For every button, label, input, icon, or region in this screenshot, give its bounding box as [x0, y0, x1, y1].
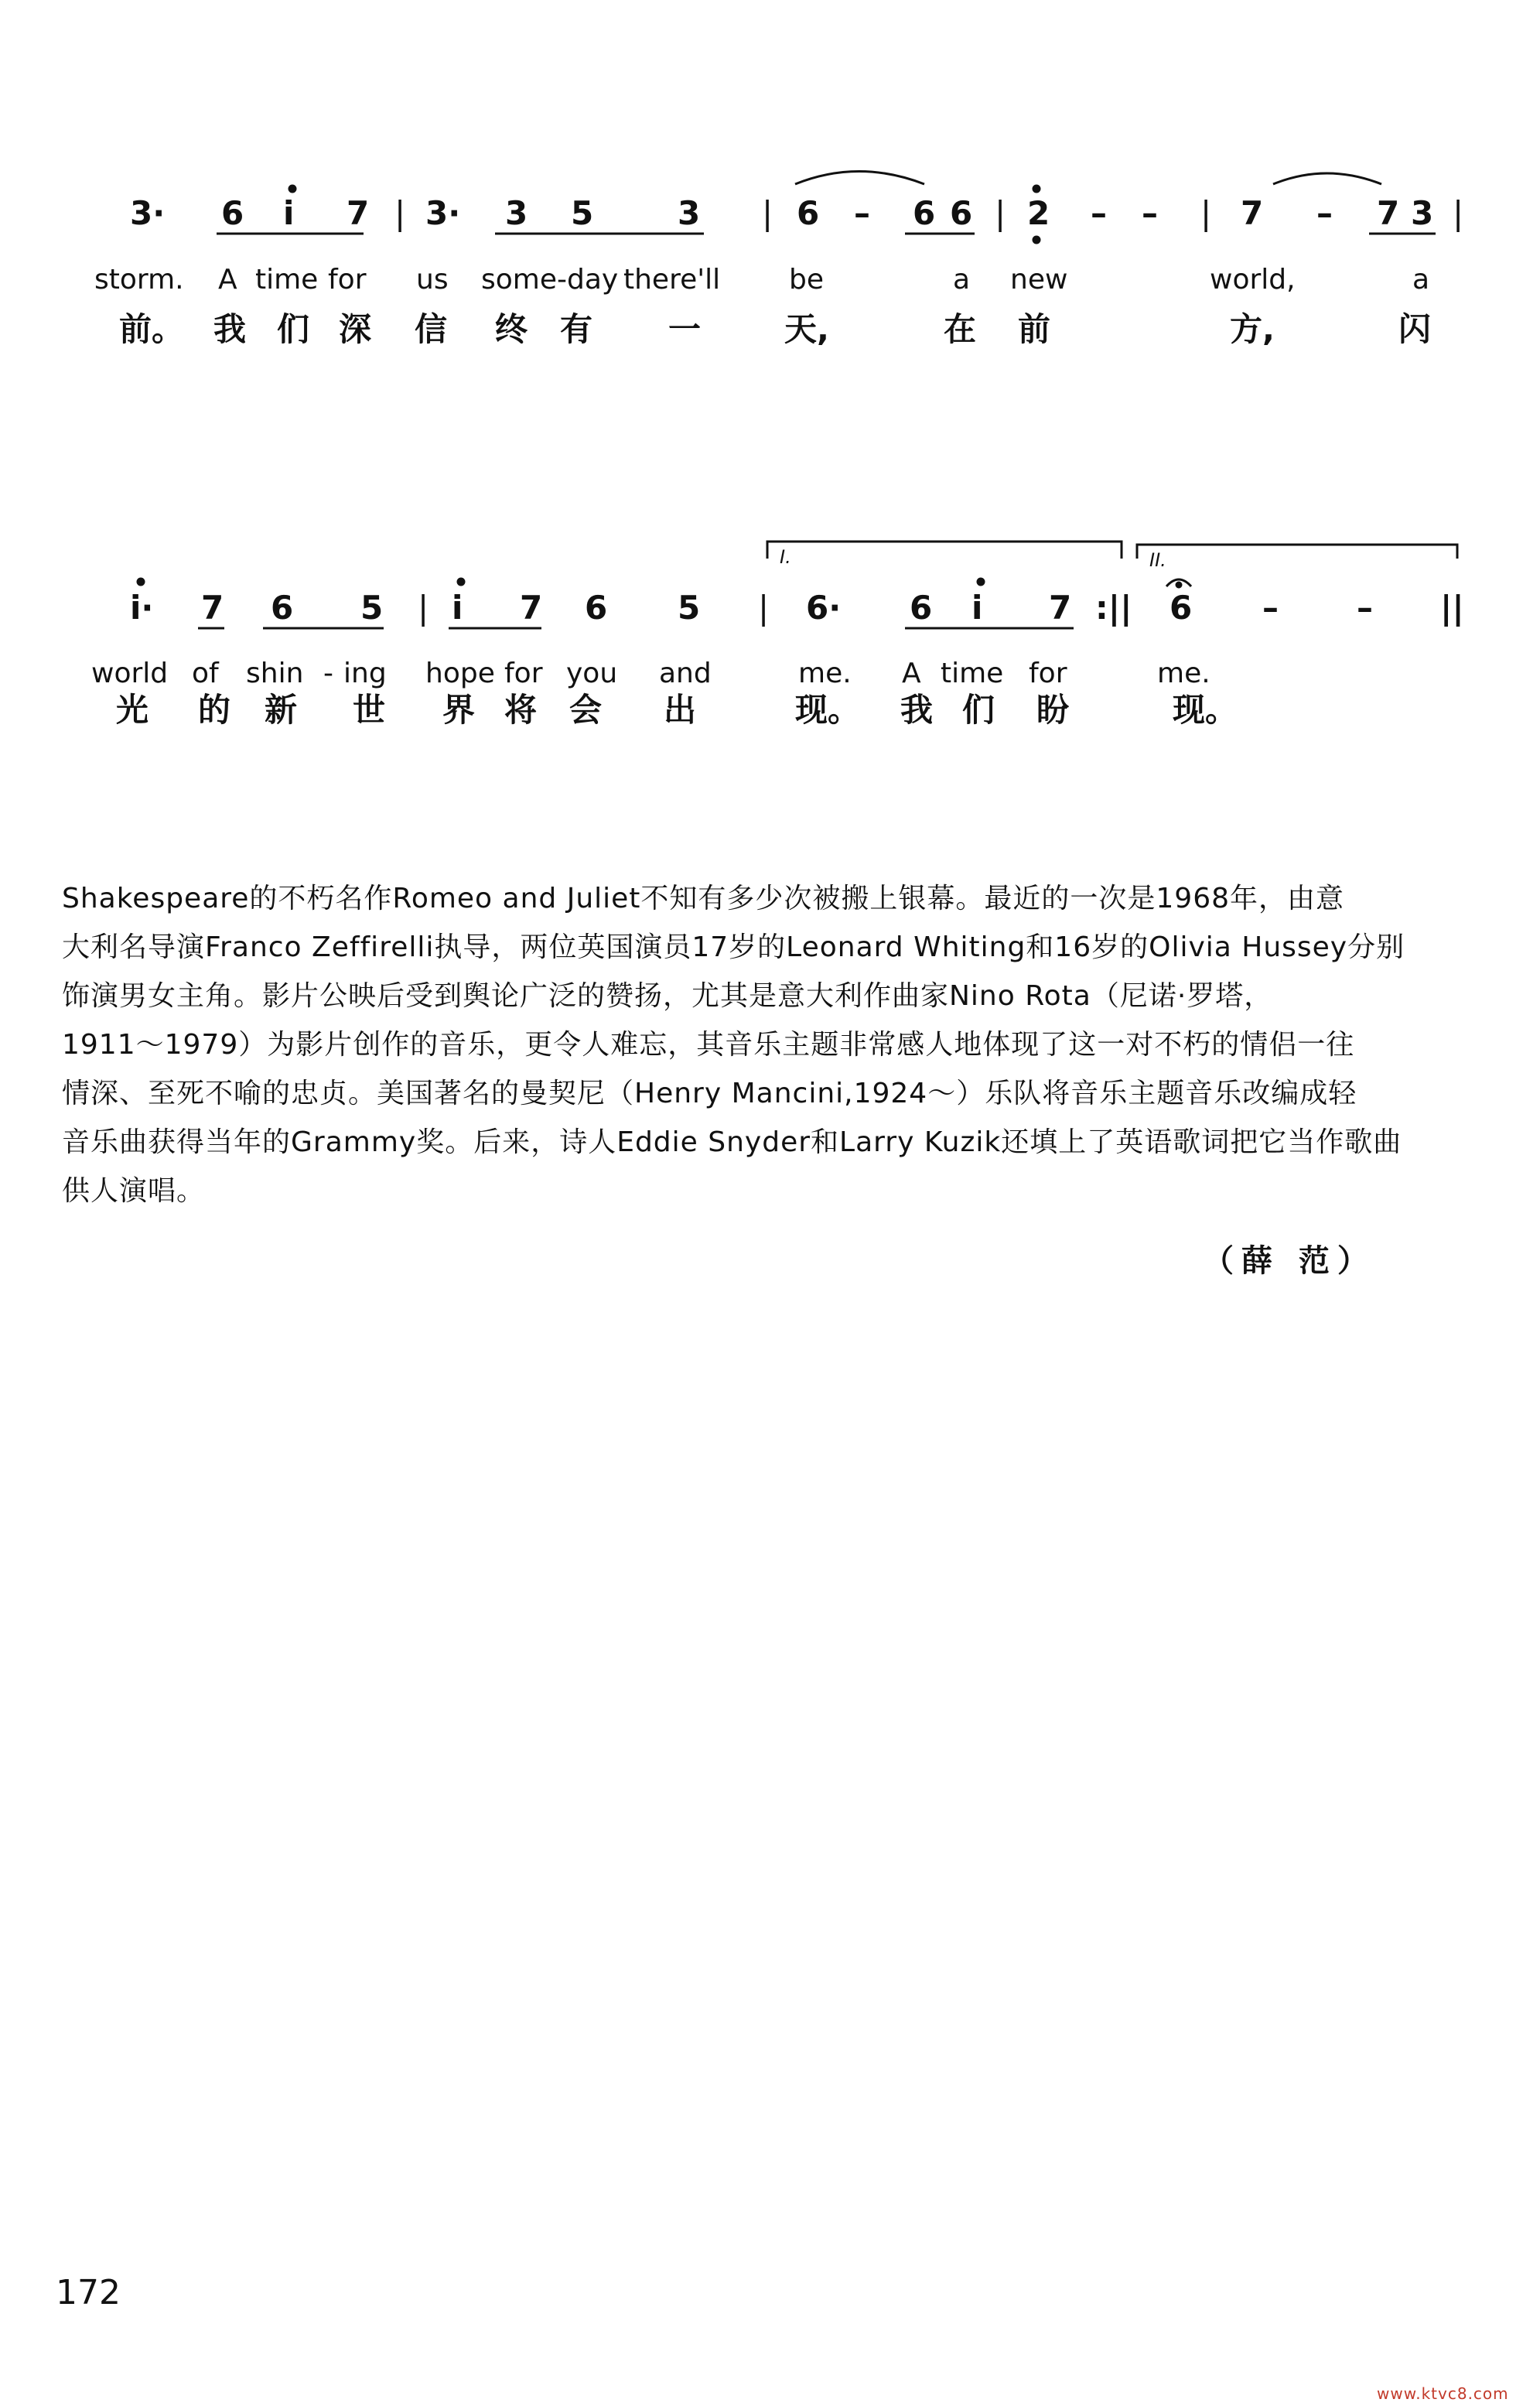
note: 6· [806, 589, 842, 627]
volta-1-label: I. [780, 546, 791, 568]
barline: | [762, 194, 773, 232]
lyric-char: 世 [353, 691, 386, 729]
lyric-word: be [789, 264, 824, 296]
note: 3· [425, 194, 461, 232]
lyric-char: 现。 [1173, 691, 1238, 729]
note: – [1142, 194, 1158, 232]
note: 7 [1241, 194, 1264, 232]
lyric-word: me. [1157, 658, 1210, 689]
lyric-word: A [902, 658, 921, 689]
volta-brackets [767, 542, 1457, 559]
lyric-char: 现。 [795, 691, 861, 729]
note: 3 [505, 194, 528, 232]
note: – [1262, 589, 1279, 627]
music-score [0, 0, 1540, 774]
article-line: 情深、至死不喻的忠贞。美国著名的曼契尼（Henry Mancini,1924～）乐队将音乐主题音乐改编成轻 [62, 1078, 1357, 1109]
lyric-word: new [1010, 264, 1068, 296]
lyric-char: 天, [784, 310, 829, 348]
article-line: 饰演男女主角。影片公映后受到舆论广泛的赞扬，尤其是意大利作曲家Nino Rota（尼诺·罗塔， [62, 980, 1273, 1012]
lyric-char: 出 [664, 691, 697, 729]
note: 6 [1170, 589, 1193, 627]
note: i [452, 589, 463, 627]
note: i [283, 194, 295, 232]
note: – [1091, 194, 1107, 232]
note: – [1316, 194, 1333, 232]
note: 6 [271, 589, 294, 627]
note: 7 [520, 589, 543, 627]
lyric-word: hope [425, 658, 495, 689]
lyric-char: 前。 [119, 310, 185, 348]
lyric-char: 我 [213, 310, 247, 348]
barline: | [394, 194, 406, 232]
lyric-word: shin [246, 658, 304, 689]
lyric-word: time [255, 264, 319, 296]
lyric-char: 有 [560, 310, 593, 348]
note: 6 [221, 194, 244, 232]
note: 6 [585, 589, 608, 627]
note: 6 [950, 194, 973, 232]
barline: | [995, 194, 1006, 232]
note: 2 [1027, 194, 1050, 232]
note: 7 [347, 194, 370, 232]
lyric-word: for [1029, 658, 1067, 689]
lyric-word: there'll [623, 264, 721, 296]
article-line: 大利名导演Franco Zeffirelli执导，两位英国演员17岁的Leonard Whiting和16岁的Olivia Hussey分别 [62, 931, 1405, 963]
note: 3 [1411, 194, 1434, 232]
article-text [62, 874, 1454, 1215]
note: – [854, 194, 870, 232]
lyric-char: 一 [668, 310, 702, 348]
lyric-word: - [323, 658, 333, 689]
lyric-word: some-day [481, 264, 619, 296]
lyric-word: A [218, 264, 237, 296]
lyric-char: 终 [495, 310, 528, 348]
lyric-word: world, [1210, 264, 1296, 296]
lyric-word: a [953, 264, 971, 296]
barline: | [758, 589, 770, 627]
lyric-char: 信 [415, 310, 448, 348]
lyric-word: world [91, 658, 169, 689]
site-watermark: www.ktvc8.com [1377, 2384, 1509, 2403]
note: 5 [678, 589, 701, 627]
final-barline: || [1440, 589, 1464, 627]
repeat-sign: :|| [1095, 589, 1132, 627]
barline: | [1200, 194, 1212, 232]
lyric-word: a [1412, 264, 1430, 296]
note: 7 [1377, 194, 1400, 232]
score-line-2 [130, 589, 1464, 627]
note: 6 [797, 194, 820, 232]
lyric-char: 们 [962, 691, 995, 729]
lyric-char: 盼 [1036, 691, 1070, 729]
lyric-char: 方, [1230, 310, 1275, 348]
lyric-word: for [504, 658, 543, 689]
author-signature: （薛 范） [1203, 1243, 1376, 1279]
volta-2-label: II. [1149, 549, 1166, 571]
page-number: 172 [56, 2273, 121, 2312]
note: i [971, 589, 983, 627]
lyrics-en-line-1 [94, 264, 1429, 296]
note: 5 [571, 194, 594, 232]
lyric-char: 在 [944, 310, 977, 348]
lyric-word: storm. [94, 264, 184, 296]
note: 7 [1049, 589, 1072, 627]
lyric-char: 深 [339, 310, 372, 348]
lyrics-en-line-2 [91, 658, 1210, 689]
lyrics-zh-line-2 [116, 691, 1238, 729]
lyric-word: me. [798, 658, 852, 689]
note: 7 [201, 589, 224, 627]
note: 6 [910, 589, 933, 627]
lyric-word: you [566, 658, 618, 689]
lyric-char: 我 [900, 691, 934, 729]
note: 3· [130, 194, 166, 232]
lyric-word: of [192, 658, 219, 689]
article-line: 供人演唱。 [62, 1175, 206, 1207]
note: – [1357, 589, 1373, 627]
barline: | [418, 589, 429, 627]
lyric-char: 光 [116, 691, 149, 729]
lyric-char: 界 [442, 691, 476, 729]
lyric-char: 们 [277, 310, 310, 348]
score-line-1 [130, 194, 1463, 232]
lyric-word: for [328, 264, 367, 296]
note: 5 [360, 589, 384, 627]
lyric-char: 新 [265, 691, 298, 729]
note: i· [130, 589, 154, 627]
lyric-word: ing [343, 658, 387, 689]
lyric-char: 将 [504, 691, 538, 729]
volta-labels [780, 546, 1166, 571]
lyrics-zh-line-1 [119, 310, 1431, 348]
lyric-char: 前 [1018, 310, 1051, 348]
lyric-word: us [416, 264, 449, 296]
barline: | [1453, 194, 1464, 232]
lyric-word: and [659, 658, 712, 689]
article-line: 1911～1979）为影片创作的音乐，更令人难忘，其音乐主题非常感人地体现了这一对不朽的情侣一往 [62, 1029, 1355, 1061]
article-line: 音乐曲获得当年的Grammy奖。后来，诗人Eddie Snyder和Larry Kuzik还填上了英语歌词把它当作歌曲 [62, 1126, 1402, 1158]
lyric-char: 会 [569, 691, 603, 729]
note: 6 [913, 194, 936, 232]
lyric-word: time [941, 658, 1004, 689]
lyric-char: 的 [198, 691, 231, 729]
note: 3 [678, 194, 701, 232]
lyric-char: 闪 [1398, 310, 1432, 348]
score-line-2-marks [138, 579, 1191, 628]
article-line: Shakespeare的不朽名作Romeo and Juliet不知有多少次被搬上银幕。最近的一次是1968年，由意 [62, 883, 1345, 914]
